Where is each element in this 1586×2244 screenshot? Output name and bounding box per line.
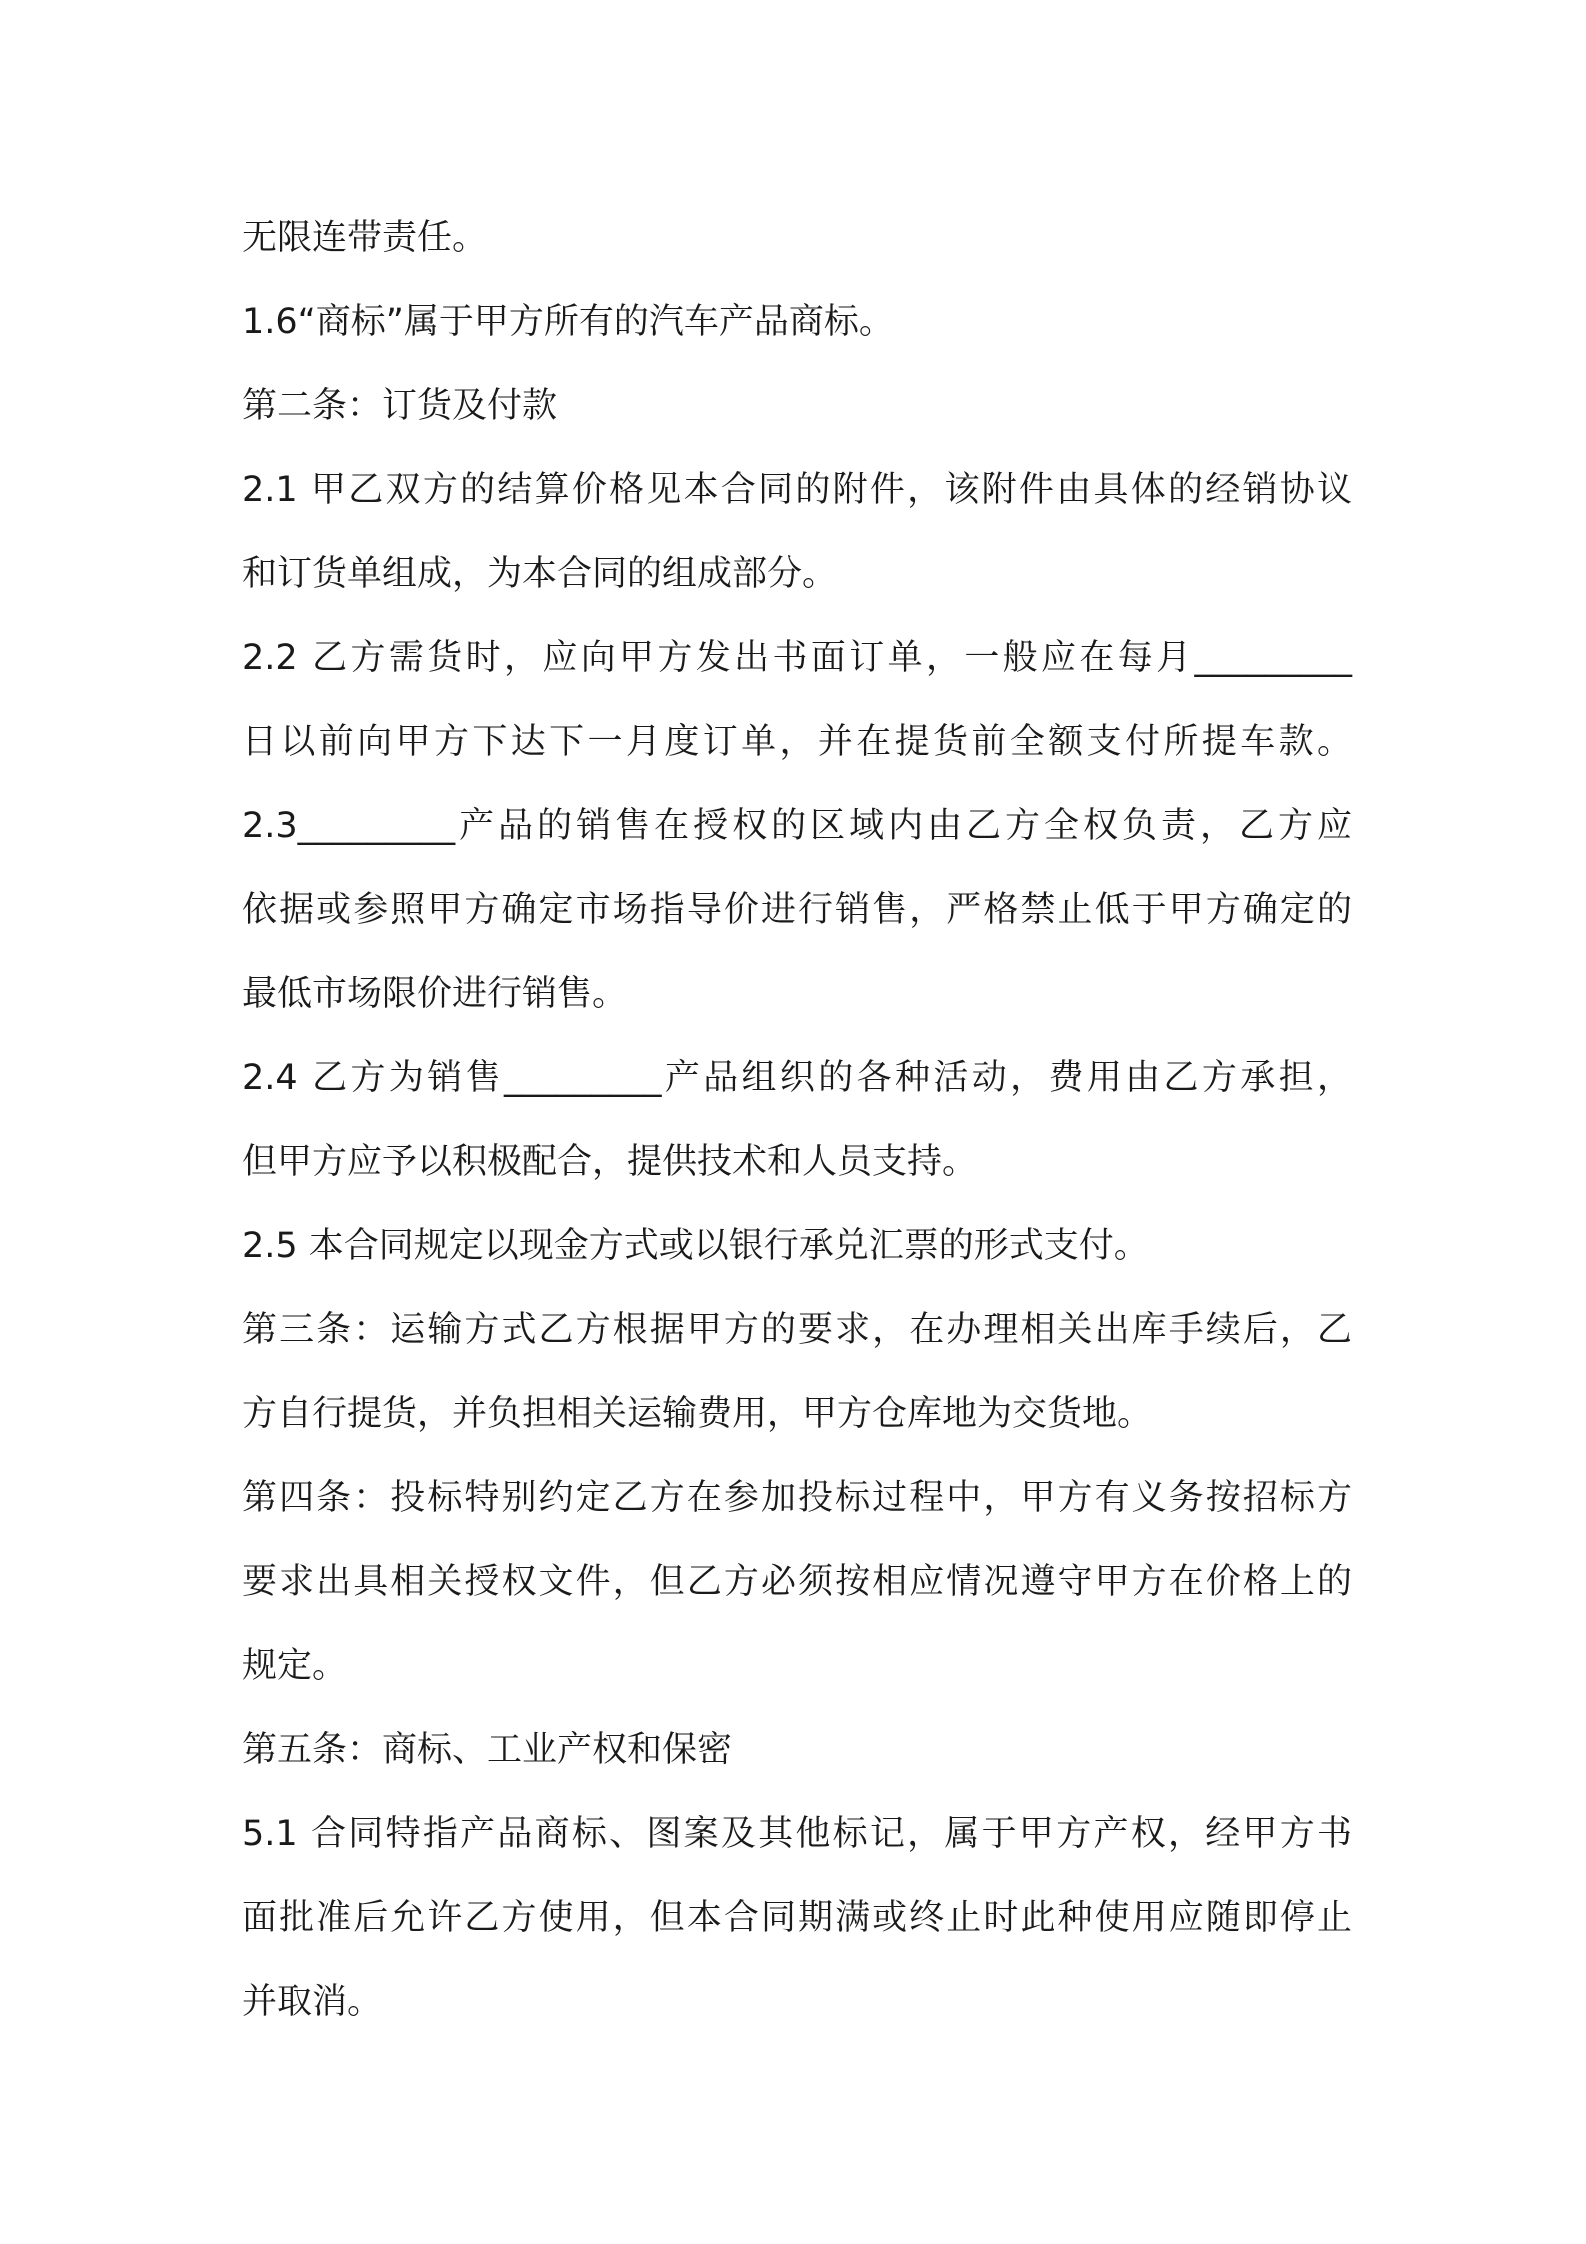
text-line: 1.6“商标”属于甲方所有的汽车产品商标。 (242, 302, 894, 342)
text-line: 日以前向甲方下达下一月度订单，并在提货前全额支付所提车款。 (242, 722, 1352, 762)
text-line: 2.4 乙方为销售_________产品组织的各种活动，费用由乙方承担， (242, 1058, 1352, 1098)
section-heading: 第五条：商标、工业产权和保密 (242, 1730, 733, 1770)
text-line: 方自行提货，并负担相关运输费用，甲方仓库地为交货地。 (242, 1394, 1153, 1434)
text-line: 面批准后允许乙方使用，但本合同期满或终止时此种使用应随即停止 (242, 1898, 1352, 1938)
text-line: 2.5 本合同规定以现金方式或以银行承兑汇票的形式支付。 (242, 1226, 1149, 1266)
text-line: 无限连带责任。 (242, 218, 488, 258)
text-line: 5.1 合同特指产品商标、图案及其他标记，属于甲方产权，经甲方书 (242, 1814, 1352, 1854)
text-line: 2.2 乙方需货时，应向甲方发出书面订单，一般应在每月_________ (242, 638, 1352, 678)
text-line: 和订货单组成，为本合同的组成部分。 (242, 554, 838, 594)
text-line: 依据或参照甲方确定市场指导价进行销售，严格禁止低于甲方确定的 (242, 890, 1352, 930)
text-line: 规定。 (242, 1646, 348, 1686)
text-line: 并取消。 (242, 1982, 383, 2022)
text-line: 要求出具相关授权文件，但乙方必须按相应情况遵守甲方在价格上的 (242, 1562, 1352, 1602)
text-line: 但甲方应予以积极配合，提供技术和人员支持。 (242, 1142, 978, 1182)
document-body (242, 196, 1352, 2044)
section-heading: 第二条：订货及付款 (242, 386, 558, 426)
text-line: 2.1 甲乙双方的结算价格见本合同的附件，该附件由具体的经销协议 (242, 470, 1352, 510)
section-heading: 第三条：运输方式乙方根据甲方的要求，在办理相关出库手续后，乙 (242, 1310, 1352, 1350)
section-heading: 第四条：投标特别约定乙方在参加投标过程中，甲方有义务按招标方 (242, 1478, 1352, 1518)
text-line: 2.3_________产品的销售在授权的区域内由乙方全权负责，乙方应 (242, 806, 1352, 846)
text-line: 最低市场限价进行销售。 (242, 974, 628, 1014)
